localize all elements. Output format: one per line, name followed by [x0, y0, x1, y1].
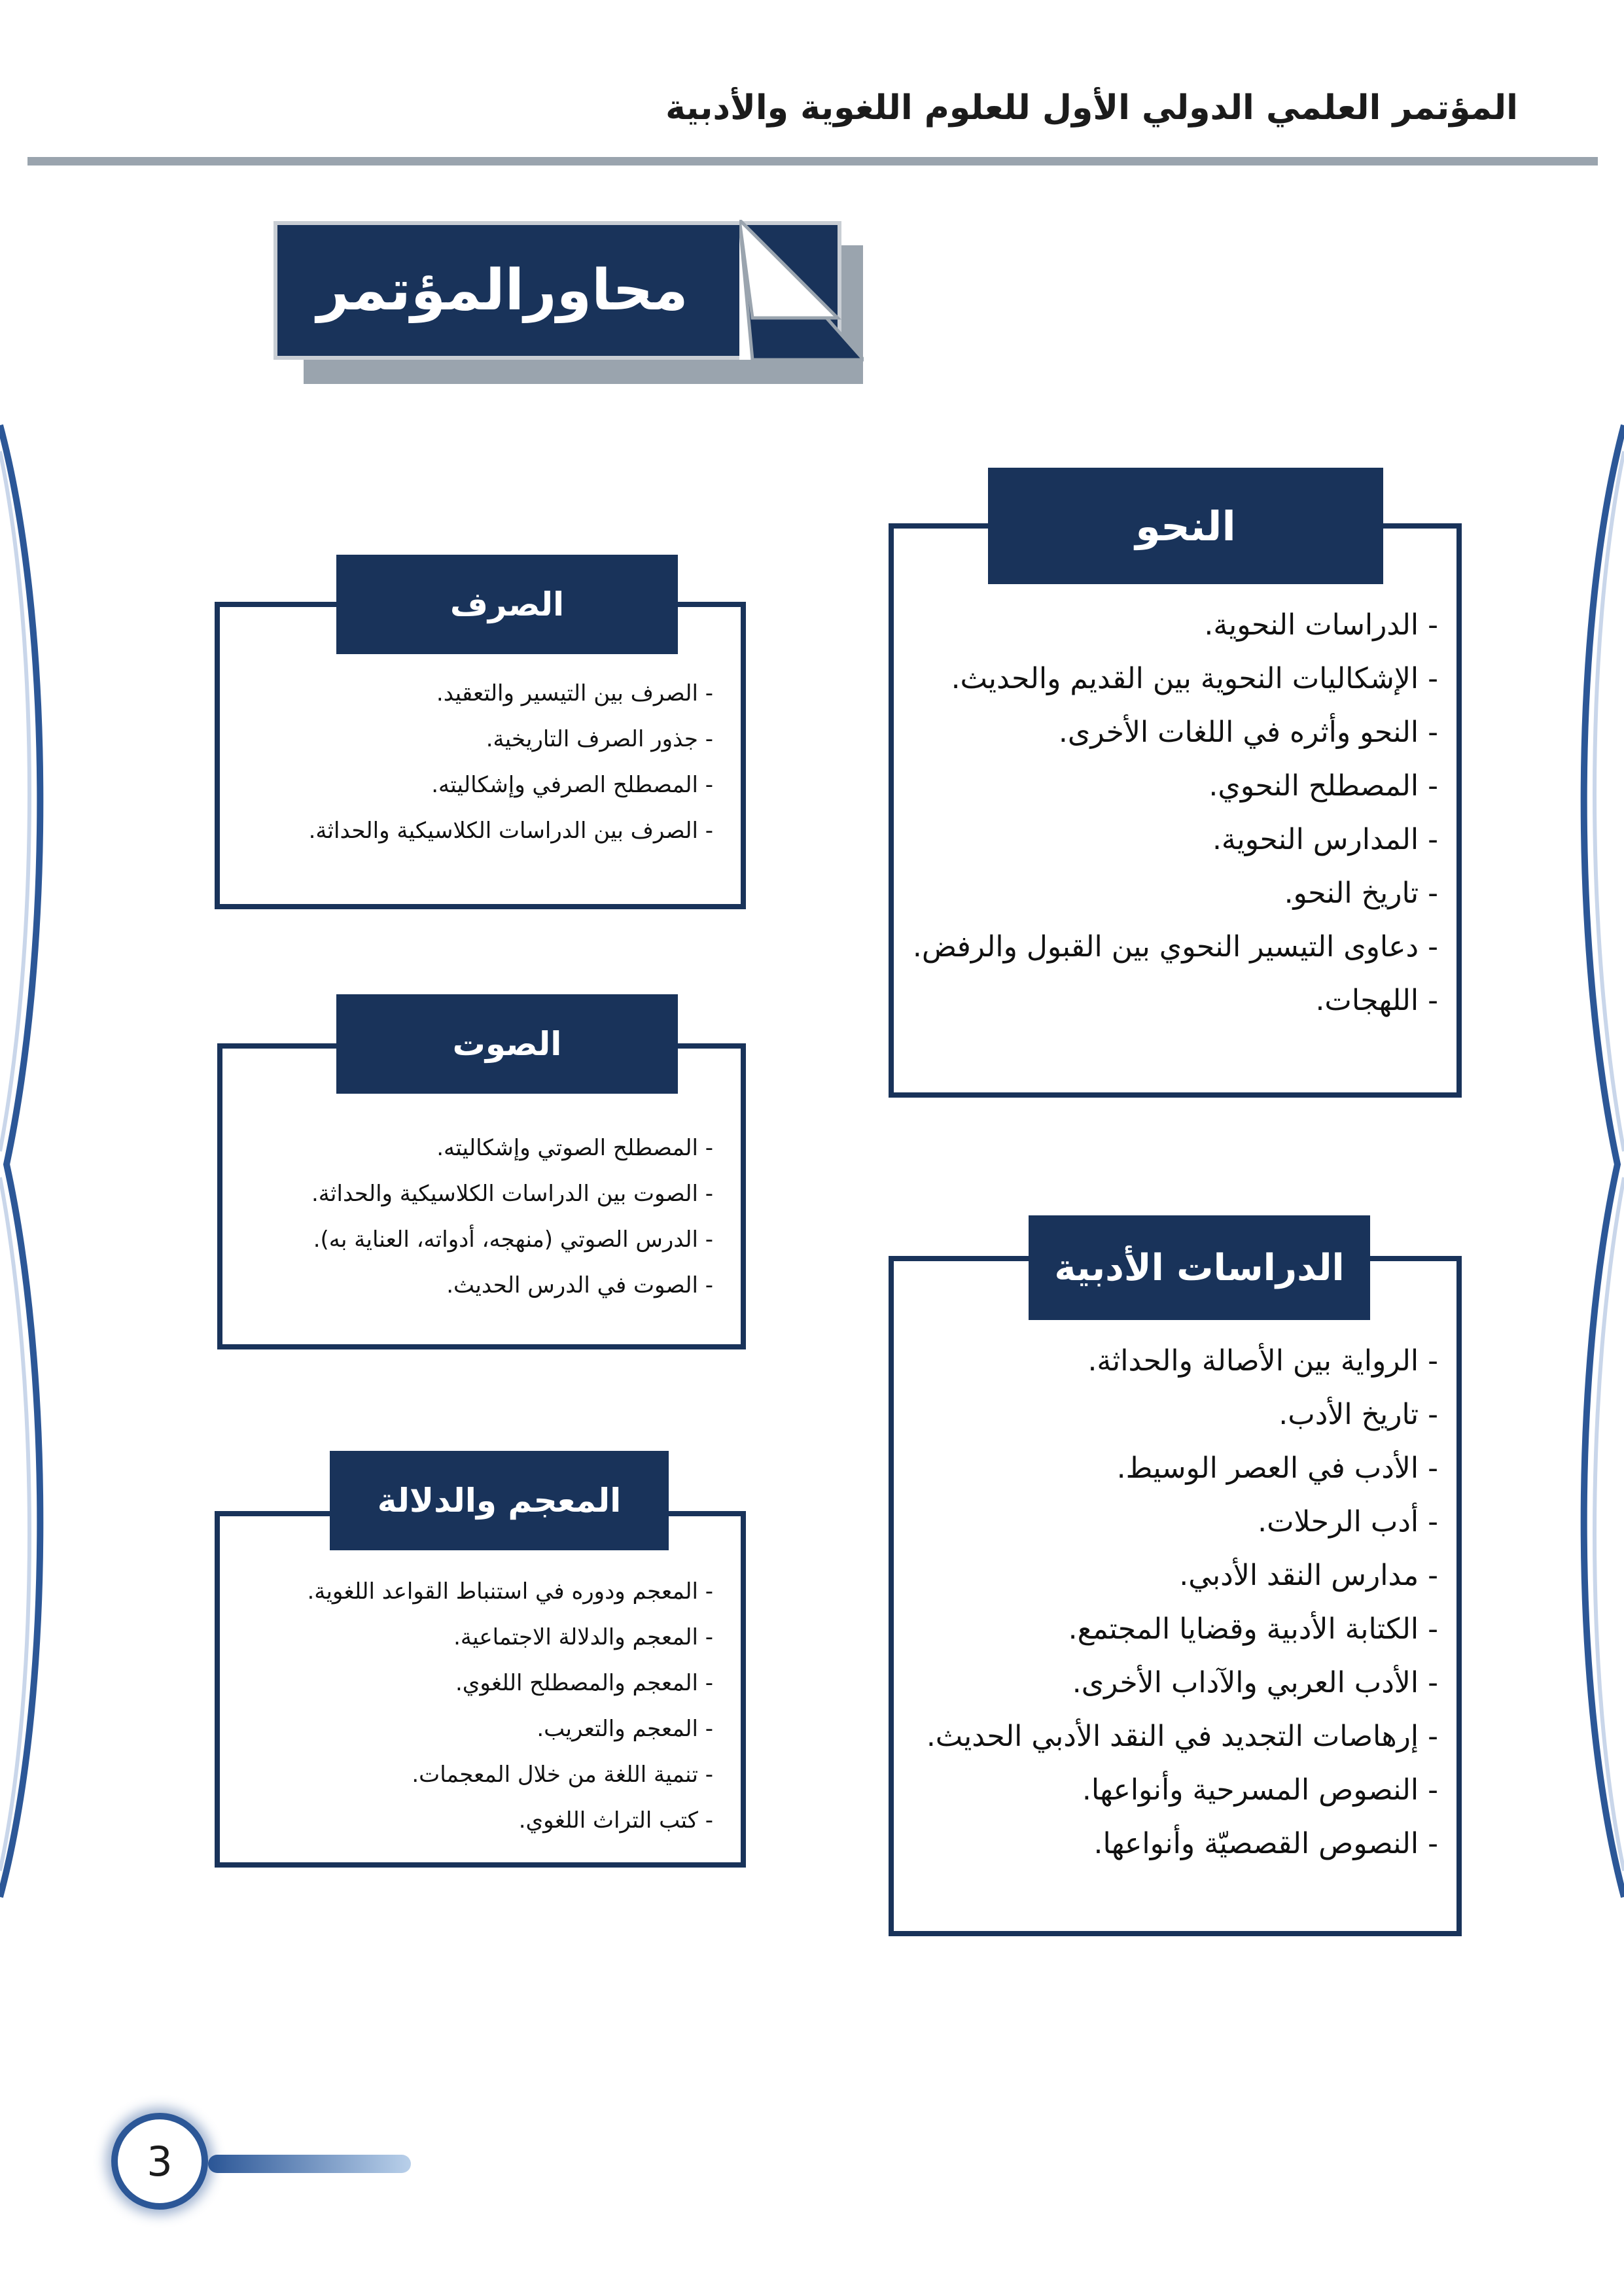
list-item: - الكتابة الأدبية وقضايا المجتمع.: [1068, 1612, 1438, 1646]
list-item: - تاريخ النحو.: [1284, 877, 1438, 910]
list-item: - المصطلح النحوي.: [1209, 769, 1438, 803]
list-item: - تنمية اللغة من خلال المعجمات.: [412, 1762, 713, 1788]
section-nahw-list: [903, 599, 1438, 1028]
list-item: - جذور الصرف التاريخية.: [485, 726, 713, 752]
right-ornament-icon: [1578, 0, 1624, 2296]
section-muajam-title: المعجم والدلالة: [330, 1451, 669, 1550]
list-item: - المعجم والتعريب.: [537, 1716, 713, 1742]
banner-fold-icon: [739, 220, 864, 364]
banner-title: محاورالمؤتمر: [317, 258, 688, 323]
list-item: - المصطلح الصوتي وإشكاليته.: [436, 1135, 713, 1161]
header-divider: [27, 157, 1598, 165]
list-item: - الرواية بين الأصالة والحداثة.: [1087, 1344, 1438, 1378]
list-item: - دعاوى التيسير النحوي بين القبول والرفض.: [912, 930, 1438, 964]
page-number-bar: [208, 2155, 411, 2173]
list-item: - النحو وأثره في اللغات الأخرى.: [1058, 716, 1438, 749]
page-number: 3: [111, 2113, 208, 2210]
list-item: - إرهاصات التجديد في النقد الأدبي الحديث.: [926, 1720, 1438, 1753]
list-item: - أدب الرحلات.: [1258, 1505, 1438, 1539]
list-item: - مدارس النقد الأدبي.: [1179, 1559, 1438, 1592]
list-item: - المعجم والدلالة الاجتماعية.: [453, 1624, 713, 1650]
section-sawt-title: الصوت: [336, 994, 678, 1094]
section-sarf-title: الصرف: [336, 555, 678, 654]
list-item: - الأدب العربي والآداب الأخرى.: [1072, 1666, 1438, 1699]
list-item: - الصوت في الدرس الحديث.: [446, 1272, 713, 1298]
list-item: - المعجم والمصطلح اللغوي.: [455, 1670, 713, 1696]
list-item: - المدارس النحوية.: [1212, 823, 1438, 856]
list-item: - الأدب في العصر الوسيط.: [1116, 1452, 1438, 1485]
list-item: - النصوص المسرحية وأنواعها.: [1082, 1773, 1438, 1807]
section-sarf-list: [229, 670, 713, 854]
list-item: - الصوت بين الدراسات الكلاسيكية والحداثة.: [311, 1181, 713, 1207]
list-item: - كتب التراث اللغوي.: [518, 1807, 713, 1834]
list-item: - النصوص القصصيّة وأنواعها.: [1093, 1827, 1438, 1860]
list-item: - الصرف بين الدراسات الكلاسيكية والحداثة.: [308, 818, 713, 844]
running-header: المؤتمر العلمي الدولي الأول للعلوم اللغوية والأدبية: [665, 88, 1518, 128]
list-item: - الدراسات النحوية.: [1204, 608, 1438, 642]
section-adab-list: [903, 1334, 1438, 1871]
list-item: - تاريخ الأدب.: [1279, 1398, 1438, 1431]
section-muajam-list: [229, 1569, 713, 1843]
list-item: - الإشكاليات النحوية بين القديم والحديث.: [951, 662, 1438, 695]
list-item: - المصطلح الصرفي وإشكاليته.: [431, 772, 713, 798]
list-item: - الصرف بين التيسير والتعقيد.: [436, 680, 713, 706]
list-item: - اللهجات.: [1315, 984, 1438, 1017]
section-adab-title: الدراسات الأدبية: [1029, 1215, 1370, 1320]
list-item: - الدرس الصوتي (منهجه، أدواته، العناية به).: [313, 1226, 713, 1253]
section-nahw-title: النحو: [988, 468, 1383, 584]
left-ornament-icon: [0, 0, 46, 2296]
list-item: - المعجم ودوره في استنباط القواعد اللغوية.: [307, 1578, 713, 1605]
section-sawt-list: [229, 1125, 713, 1308]
